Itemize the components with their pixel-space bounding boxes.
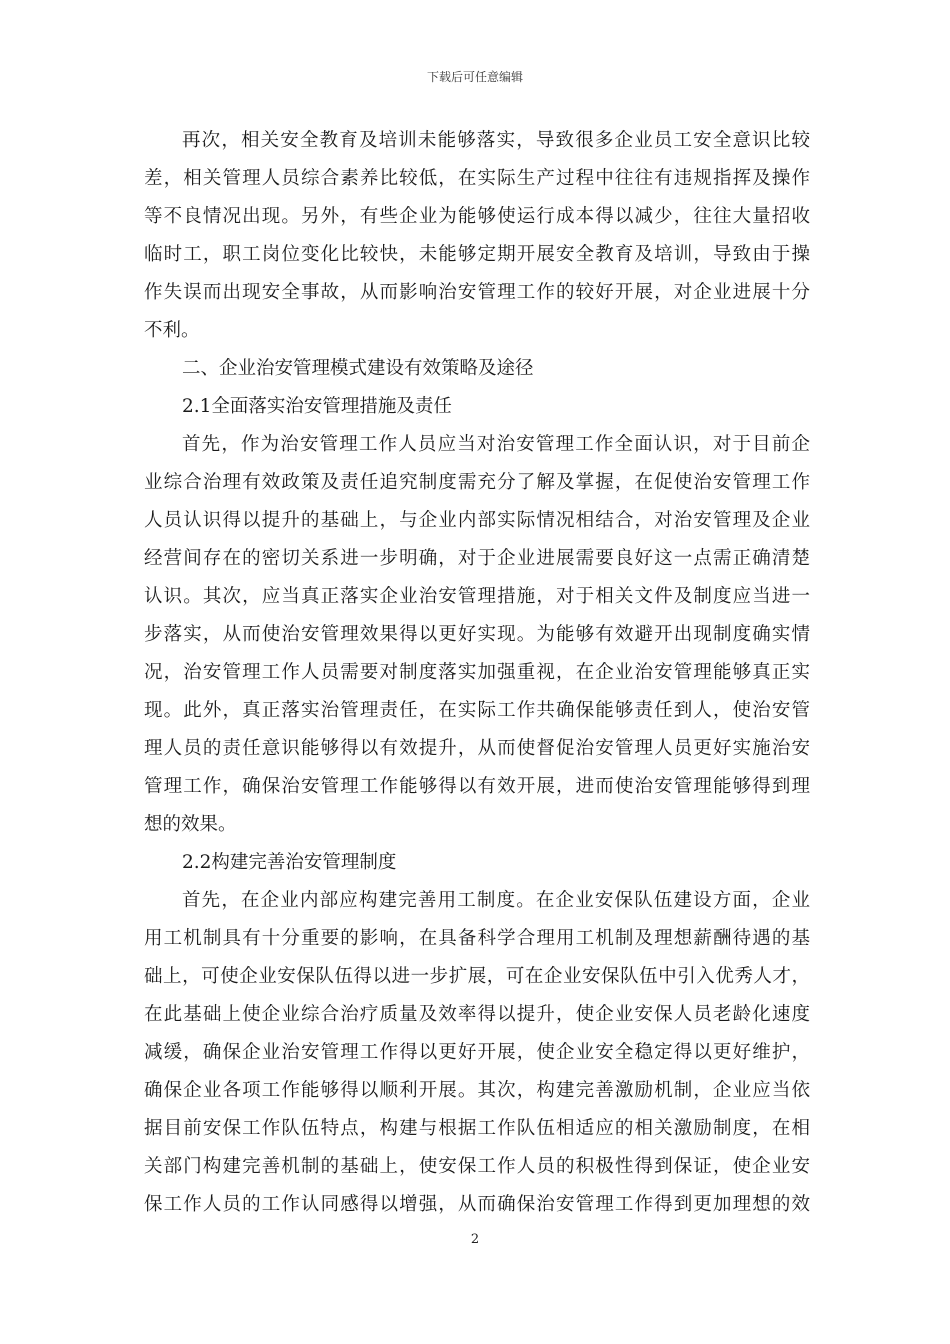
text-line: 况，治安管理工作人员需要对制度落实加强重视，在企业治安管理能够真正实 (144, 662, 810, 683)
text-line: 差，相关管理人员综合素养比较低，在实际生产过程中往往有违规指挥及操作 (144, 168, 810, 189)
text-line: 认识。其次，应当真正落实企业治安管理措施，对于相关文件及制度应当进一 (144, 586, 810, 607)
document-body (144, 122, 810, 1224)
text-line: 在此基础上使企业综合治疗质量及效率得以提升，使企业安保人员老龄化速度 (144, 1004, 810, 1025)
text-line: 确保企业各项工作能够得以顺利开展。其次，构建完善激励机制，企业应当依 (144, 1080, 810, 1101)
text-line: 二、企业治安管理模式建设有效策略及途径 (182, 358, 534, 379)
text-line: 关部门构建完善机制的基础上，使安保工作人员的积极性得到保证，使企业安 (144, 1156, 810, 1177)
text-line: 首先，作为治安管理工作人员应当对治安管理工作全面认识，对于目前企 (182, 434, 810, 455)
text-line: 现。此外，真正落实治管理责任，在实际工作共确保能够责任到人，使治安管 (144, 700, 810, 721)
text-line: 业综合治理有效政策及责任追究制度需充分了解及掌握，在促使治安管理工作 (144, 472, 810, 493)
text-line: 想的效果。 (144, 814, 237, 835)
text-line: 保工作人员的工作认同感得以增强，从而确保治安管理工作得到更加理想的效 (144, 1194, 810, 1215)
page-number: 2 (470, 1232, 480, 1247)
text-line: 不利。 (144, 320, 200, 341)
text-line: 步落实，从而使治安管理效果得以更好实现。为能够有效避开出现制度确实情 (144, 624, 810, 645)
text-line: 人员认识得以提升的基础上，与企业内部实际情况相结合，对治安管理及企业 (144, 510, 810, 531)
text-line: 据目前安保工作队伍特点，构建与根据工作队伍相适应的相关激励制度，在相 (144, 1118, 810, 1139)
text-line: 2.1全面落实治安管理措施及责任 (182, 396, 452, 417)
text-line: 再次，相关安全教育及培训未能够落实，导致很多企业员工安全意识比较 (182, 130, 810, 151)
text-line: 首先，在企业内部应构建完善用工制度。在企业安保队伍建设方面，企业 (182, 890, 810, 911)
text-line: 作失误而出现安全事故，从而影响治安管理工作的较好开展，对企业进展十分 (144, 282, 810, 303)
text-line: 减缓，确保企业治安管理工作得以更好开展，使企业安全稳定得以更好维护， (144, 1042, 810, 1063)
text-line: 临时工，职工岗位变化比较快，未能够定期开展安全教育及培训，导致由于操 (144, 244, 810, 265)
text-line: 理人员的责任意识能够得以有效提升，从而使督促治安管理人员更好实施治安 (144, 738, 810, 759)
text-line: 础上，可使企业安保队伍得以进一步扩展，可在企业安保队伍中引入优秀人才， (144, 966, 810, 987)
text-line: 等不良情况出现。另外，有些企业为能够使运行成本得以减少，往往大量招收 (144, 206, 810, 227)
page-header: 下载后可任意编辑 (426, 70, 523, 84)
text-line: 经营间存在的密切关系进一步明确，对于企业进展需要良好这一点需正确清楚 (144, 548, 810, 569)
text-line: 2.2构建完善治安管理制度 (182, 852, 397, 873)
text-line: 用工机制具有十分重要的影响，在具备科学合理用工机制及理想薪酬待遇的基 (144, 928, 810, 949)
text-line: 管理工作，确保治安管理工作能够得以有效开展，进而使治安管理能够得到理 (144, 776, 810, 797)
